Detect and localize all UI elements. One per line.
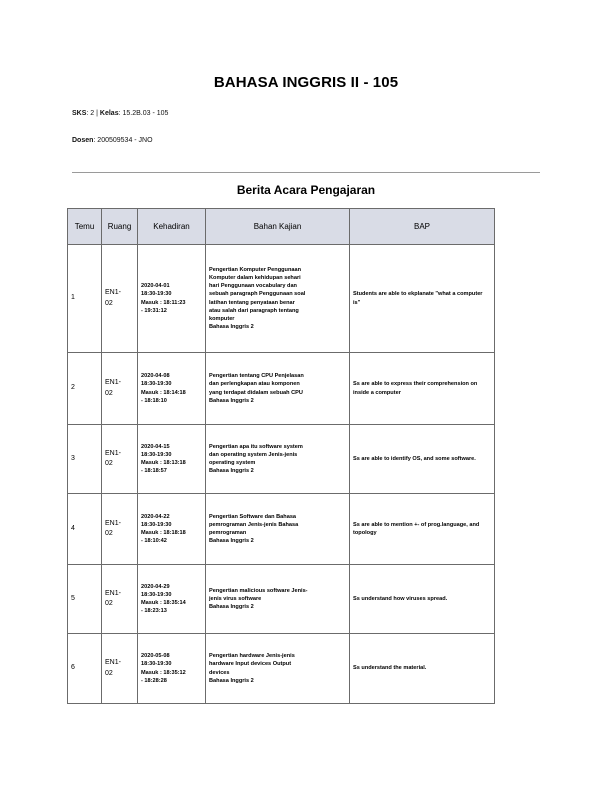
header-kehadiran: Kehadiran bbox=[138, 209, 206, 245]
kehadiran-line: 2020-04-29 bbox=[141, 583, 170, 590]
bahan-kajian-line: sebuah paragraph Penggunaan soal bbox=[209, 291, 306, 298]
dosen-label: Dosen bbox=[72, 137, 94, 144]
bahan-kajian-line: komputer bbox=[209, 315, 235, 322]
bahan-kajian-line: Bahasa Inggris 2 bbox=[209, 604, 254, 611]
cell-kehadiran bbox=[138, 353, 206, 425]
bahan-kajian-line: Pengertian Software dan Bahasa bbox=[209, 513, 297, 520]
cell-temu: 5 bbox=[68, 565, 102, 634]
cell-bahan-kajian bbox=[206, 565, 350, 634]
bahan-kajian-line: Bahasa Inggris 2 bbox=[209, 538, 254, 545]
cell-temu: 3 bbox=[68, 425, 102, 494]
sks-label: SKS bbox=[72, 110, 87, 117]
header-bahan-kajian: Bahan Kajian bbox=[206, 209, 350, 245]
cell-kehadiran bbox=[138, 565, 206, 634]
kehadiran-line: Masuk : 18:11:23 bbox=[141, 299, 186, 306]
cell-bap: Students are able to ekplanate "what a computer is" bbox=[350, 245, 495, 353]
kehadiran-line: 18:30-19:30 bbox=[141, 521, 172, 528]
table-row bbox=[68, 425, 495, 494]
bahan-kajian-line: devices bbox=[209, 669, 230, 676]
bahan-kajian-line: pemrograman bbox=[209, 530, 247, 536]
table-row bbox=[68, 565, 495, 634]
kehadiran-line: 18:30-19:30 bbox=[141, 451, 172, 458]
kehadiran-line: 18:30-19:30 bbox=[141, 591, 172, 598]
cell-bap: Ss are able to express their comprehension on inside a computer bbox=[350, 353, 495, 425]
bahan-kajian-line: pemrograman Jenis-jenis Bahasa bbox=[209, 521, 299, 528]
bahan-kajian-line: Bahasa Inggris 2 bbox=[209, 323, 254, 330]
bahan-kajian-line: Bahasa Inggris 2 bbox=[209, 468, 254, 475]
bahan-kajian-line: yang terdapat didalam sebuah CPU bbox=[209, 389, 303, 396]
cell-bahan-kajian bbox=[206, 494, 350, 565]
section-title: Berita Acara Pengajaran bbox=[236, 183, 376, 197]
course-info bbox=[72, 110, 168, 117]
cell-kehadiran bbox=[138, 494, 206, 565]
bahan-kajian-line: atau salah dari paragraph tentang bbox=[209, 307, 299, 314]
kehadiran-line: 2020-04-15 bbox=[141, 443, 170, 450]
bahan-kajian-line: jenis virus software bbox=[209, 595, 262, 602]
bahan-kajian-line: latihan tentang penyataan benar bbox=[209, 299, 295, 306]
kehadiran-line: Masuk : 18:14:18 bbox=[141, 389, 186, 396]
bahan-kajian-line: operating system bbox=[209, 460, 256, 466]
sks-value: : 2 | bbox=[86, 110, 100, 117]
table-row bbox=[68, 634, 495, 704]
cell-temu: 1 bbox=[68, 245, 102, 353]
cell-kehadiran bbox=[138, 425, 206, 494]
kelas-value: : 15.2B.03 - 105 bbox=[118, 110, 169, 117]
page-title: BAHASA INGGRIS II - 105 bbox=[213, 74, 399, 91]
kehadiran-line: 18:30-19:30 bbox=[141, 381, 172, 388]
kehadiran-line: 2020-04-22 bbox=[141, 513, 170, 520]
cell-ruang: EN1- 02 bbox=[102, 425, 138, 494]
kehadiran-line: 2020-04-01 bbox=[141, 283, 170, 290]
cell-ruang: EN1- 02 bbox=[102, 565, 138, 634]
kehadiran-line: Masuk : 18:13:18 bbox=[141, 460, 186, 466]
cell-bahan-kajian bbox=[206, 353, 350, 425]
bahan-kajian-line: Bahasa Inggris 2 bbox=[209, 677, 254, 684]
bahan-kajian-line: dan perlengkapan atau komponen bbox=[209, 381, 300, 388]
kehadiran-line: - 18:23:13 bbox=[141, 608, 167, 615]
kehadiran-line: Masuk : 18:35:14 bbox=[141, 600, 186, 606]
kehadiran-line: 2020-04-08 bbox=[141, 373, 170, 380]
cell-ruang: EN1- 02 bbox=[102, 634, 138, 704]
bahan-kajian-line: Komputer dalam kehidupan sehari bbox=[209, 275, 301, 282]
bahan-kajian-line: hardware Input devices Output bbox=[209, 661, 292, 668]
cell-bahan-kajian bbox=[206, 245, 350, 353]
cell-kehadiran bbox=[138, 245, 206, 353]
lecturer-info bbox=[72, 137, 153, 144]
kehadiran-line: 18:30-19:30 bbox=[141, 291, 172, 298]
header-temu: Temu bbox=[68, 209, 102, 245]
cell-bap: Ss are able to identify OS, and some software. bbox=[350, 425, 495, 494]
kehadiran-line: - 18:18:57 bbox=[141, 468, 167, 475]
cell-ruang: EN1- 02 bbox=[102, 353, 138, 425]
header-ruang: Ruang bbox=[102, 209, 138, 245]
header-bap: BAP bbox=[350, 209, 495, 245]
kehadiran-line: - 18:10:42 bbox=[141, 538, 167, 545]
kehadiran-line: Masuk : 18:18:18 bbox=[141, 530, 186, 536]
cell-temu: 4 bbox=[68, 494, 102, 565]
table-row bbox=[68, 353, 495, 425]
bahan-kajian-line: Pengertian malicious software Jenis- bbox=[209, 587, 308, 594]
divider bbox=[72, 172, 540, 173]
kehadiran-line: - 19:31:12 bbox=[141, 307, 167, 314]
cell-ruang: EN1- 02 bbox=[102, 245, 138, 353]
cell-temu: 6 bbox=[68, 634, 102, 704]
bahan-kajian-line: hari Penggunaan vocabulary dan bbox=[209, 283, 297, 290]
cell-bahan-kajian bbox=[206, 634, 350, 704]
cell-kehadiran bbox=[138, 634, 206, 704]
cell-bahan-kajian bbox=[206, 425, 350, 494]
kelas-label: Kelas bbox=[99, 110, 119, 117]
cell-temu: 2 bbox=[68, 353, 102, 425]
bahan-kajian-line: dan operating system Jenis-jenis bbox=[209, 451, 298, 458]
kehadiran-line: 2020-05-08 bbox=[141, 653, 170, 660]
bahan-kajian-line: Pengertian tentang CPU Penjelasan bbox=[209, 373, 304, 380]
bahan-kajian-line: Bahasa Inggris 2 bbox=[209, 397, 254, 404]
table-header-row bbox=[68, 209, 495, 245]
cell-bap: Ss understand the material. bbox=[350, 634, 495, 704]
bap-table bbox=[67, 208, 495, 704]
kehadiran-line: - 18:28:28 bbox=[141, 677, 167, 684]
cell-ruang: EN1- 02 bbox=[102, 494, 138, 565]
bahan-kajian-line: Pengertian hardware Jenis-jenis bbox=[209, 653, 295, 660]
kehadiran-line: - 18:18:10 bbox=[141, 397, 167, 404]
kehadiran-line: Masuk : 18:35:12 bbox=[141, 669, 186, 676]
kehadiran-line: 18:30-19:30 bbox=[141, 661, 172, 668]
dosen-value: : 200509534 - JNO bbox=[93, 137, 153, 144]
bahan-kajian-line: Pengertian apa itu software system bbox=[209, 443, 303, 450]
cell-bap: Ss are able to mention +- of prog.language, and topology bbox=[350, 494, 495, 565]
table-row bbox=[68, 494, 495, 565]
cell-bap: Ss understand how viruses spread. bbox=[350, 565, 495, 634]
table-row bbox=[68, 245, 495, 353]
bahan-kajian-line: Pengertian Komputer Penggunaan bbox=[209, 267, 301, 274]
